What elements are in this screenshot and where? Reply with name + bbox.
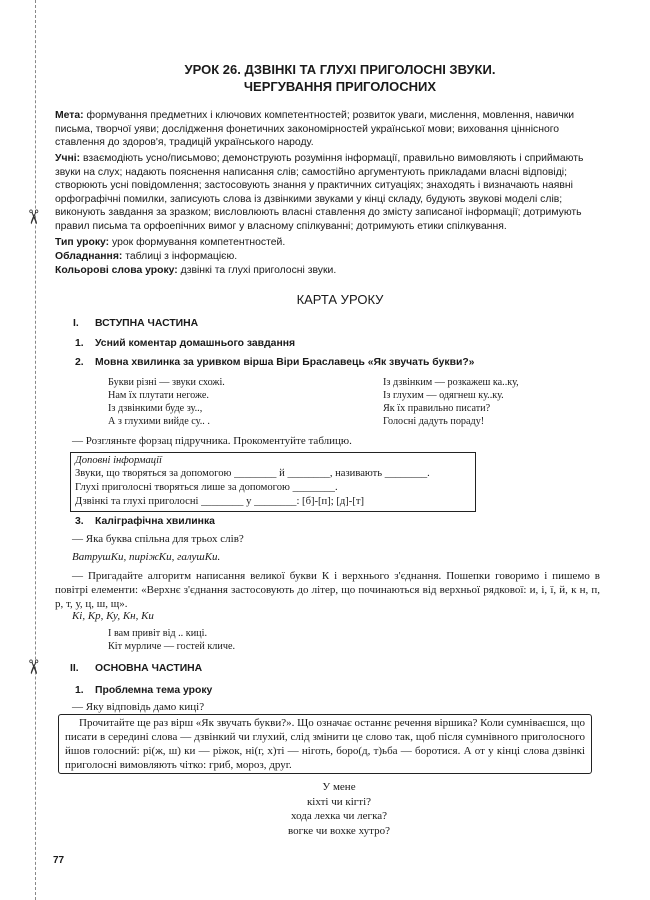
item-2-text: Мовна хвилинка за уривком вірша Віри Браславець «Як звучать букви?» (95, 357, 475, 368)
final-poem-line: хода лехка чи легка? (290, 810, 388, 822)
poem-line: Букви різні — звуки схожі. (108, 377, 225, 388)
poem-line: Як їх правильно писати? (383, 403, 491, 414)
students-paragraph (55, 152, 600, 234)
scissors-icon: ✂ (21, 658, 46, 676)
lesson-map-title: КАРТА УРОКУ (296, 292, 384, 307)
task-box (58, 714, 592, 774)
color-words-text: дзвінкі та глухі приголосні звуки. (180, 265, 337, 276)
item-3-number: 3. (75, 516, 84, 527)
final-poem-line: вогке чи вохке хутро? (288, 824, 390, 837)
goal-label: Мета: (55, 110, 84, 121)
task-box-text: Прочитайте ще раз вірш «Як звучать букви?». Що означає останнє речення віршика? Коли сумніваєшся, що писати в середині слова — дзвінкий чи глухий, слід змінити це слово так, щоб після сумнівного приголосного йшов голосний: рі(ж, ш) ки — ріжок, ні(г, х)ті — ніготь, боро(д, т)ьба — боротися. А от у кінці слова дзвінкі приголосні вимовляють чітко: гриб, мороз, друг. (65, 717, 585, 771)
color-words (55, 264, 600, 278)
goal-text: формування предметних і ключових компетентностей; розвиток уваги, мислення, мовлення, навички письма, творчої уяви; дослідження фонетичних закономірностей української мови; виховання ціннісного ставлення до здоров'я, традицій українського народу. (55, 110, 575, 149)
poem-line: Із дзвінким — розкажеш ка..ку, (383, 377, 519, 388)
equipment-label: Обладнання: (55, 251, 123, 262)
words-example: ВатрушКи, пиріжКи, галушКи. (72, 551, 221, 563)
section-1-title: ВСТУПНА ЧАСТИНА (95, 318, 199, 329)
type-text: урок формування компетентностей. (112, 237, 286, 248)
section-2-title: ОСНОВНА ЧАСТИНА (95, 663, 203, 674)
syllables-row: Кі, Кр, Ку, Кн, Ки (72, 610, 154, 622)
item-1-text: Усний коментар домашнього завдання (95, 338, 296, 349)
scissors-icon: ✂ (21, 208, 46, 226)
cut-line (35, 0, 36, 900)
rhyme-line: Кіт мурличе — гостей кличе. (108, 641, 236, 652)
question-kitty-answer: — Яку відповідь дамо киці? (72, 701, 205, 713)
poem-line: А з глухими вийде су.. . (108, 416, 210, 427)
poem-left (108, 376, 225, 428)
info-box-title: Доповні інформації (75, 455, 162, 466)
item-4-number: 1. (75, 685, 84, 696)
info-box-line: Дзвінкі та глухі приголосні ________ у ________: [б]-[п]; [д]-[т] (75, 496, 364, 507)
type-label: Тип уроку: (55, 237, 110, 248)
page-number: 77 (53, 855, 65, 866)
poem-line: Із дзвінкими буде зу.., (108, 403, 203, 414)
final-poem-line: У мене (322, 781, 356, 793)
lesson-title-line2: ЧЕРГУВАННЯ ПРИГОЛОСНИХ (243, 79, 437, 94)
poem-line: Голосні дадуть пораду! (383, 416, 485, 427)
lesson-title-line1: УРОК 26. ДЗВІНКІ ТА ГЛУХІ ПРИГОЛОСНІ ЗВУКИ. (184, 62, 496, 77)
item-2-number: 2. (75, 357, 84, 368)
poem-right (383, 376, 519, 428)
item-4-text: Проблемна тема уроку (95, 685, 213, 696)
item-3-text: Каліграфічна хвилинка (95, 516, 215, 527)
algorithm-instruction: — Пригадайте алгоритм написання великої букви К і верхнього з'єднання. Пошепки говоримо і пишемо в повітрі елементи: «Верхнє з'єднання застосовують до літер, що починаються від верхньої рядкової: и, і, ї, й, к н, п, р, т, у, ц, ш, щ». (55, 570, 600, 610)
poem-line: Нам їх плутати негоже. (108, 390, 209, 401)
info-box-line: Звуки, що творяться за допомогою ________ й ________, називають ________. (75, 468, 430, 479)
question-common-letter: — Яка буква спільна для трьох слів? (72, 533, 244, 545)
equipment (55, 250, 600, 264)
students-text: взаємодіють усно/письмово; демонструють розуміння інформації, правильно вимовляють і сприймають звуки на слух; надають пояснення написання слів; самостійно аргументують прикладами власні відповіді; створюють усні повідомлення; застосовують знання у практичних ситуаціях; знаходять і визначають наявні орфографічні помилки, записують слова із дзвінкими звуками у кінці складу, будують звукові моделі слів; виконують завдання за зразком; висловлюють власні ставлення до змісту записаної інформації; дотримують правил письма та орфоепічних вимог у власному спілкуванні; дотримують етики спілкування. (55, 153, 584, 232)
item-1-number: 1. (75, 338, 84, 349)
final-poem (274, 780, 404, 838)
equipment-text: таблиці з інформацією. (125, 251, 238, 262)
color-words-label: Кольорові слова уроку: (55, 265, 178, 276)
goal-paragraph (55, 109, 600, 150)
poem-line: Із глухим — одягнеш ку..ку. (383, 390, 504, 401)
final-poem-line: кіхті чи кігті? (306, 795, 372, 808)
rhyme-line: І вам привіт від .. киці. (108, 628, 208, 639)
look-instruction: — Розгляньте форзац підручника. Прокоментуйте таблицю. (72, 435, 352, 447)
students-label: Учні: (55, 153, 81, 164)
lesson-type (55, 236, 600, 250)
rhyme (108, 627, 235, 653)
section-1-number: I. (73, 318, 79, 329)
info-box (70, 452, 476, 512)
info-box-line: Глухі приголосні творяться лише за допомогою ________. (75, 482, 338, 493)
section-2-number: II. (70, 663, 79, 674)
